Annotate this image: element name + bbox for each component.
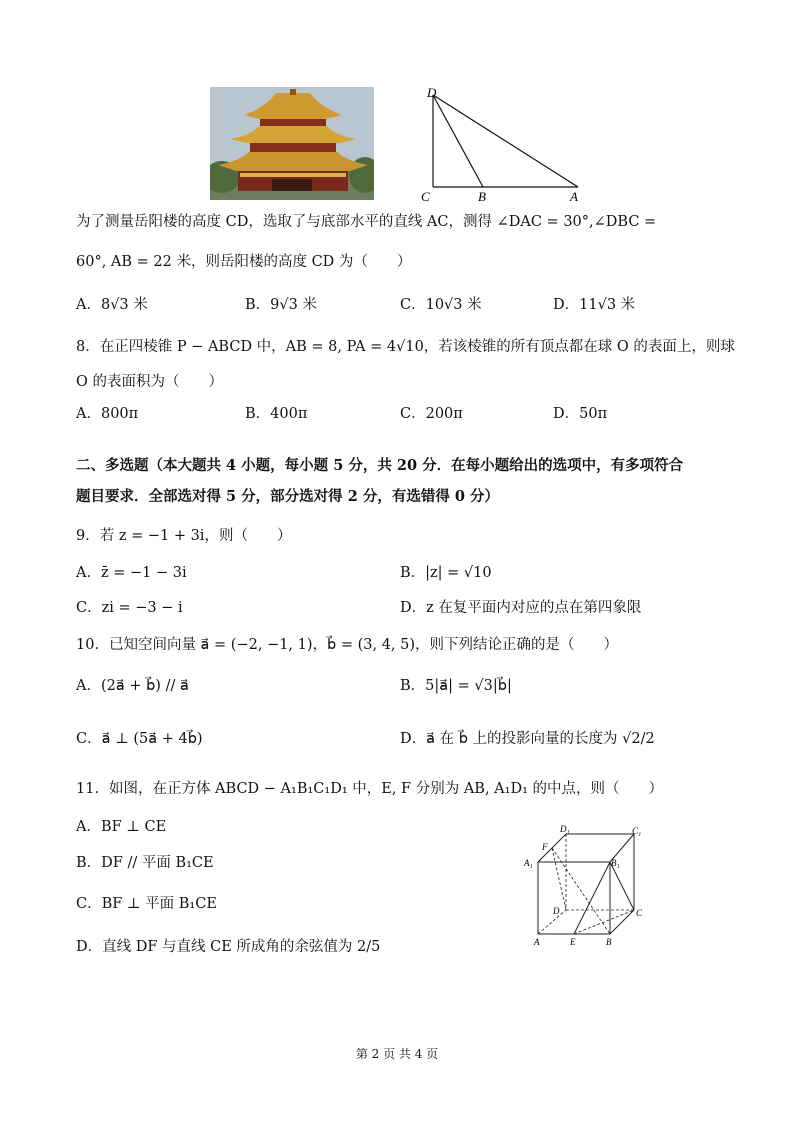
q10-option-a: A．(2a⃗ + b⃗) // a⃗ bbox=[76, 678, 189, 694]
q10-option-d: D．a⃗ 在 b⃗ 上的投影向量的长度为 √2/2 bbox=[400, 731, 655, 747]
q7-line2: 60°, AB = 22 米，则岳阳楼的高度 CD 为（ ） bbox=[76, 254, 412, 270]
label-C: C bbox=[421, 189, 430, 204]
q10-option-c: C．a⃗ ⊥ (5a⃗ + 4b⃗) bbox=[76, 731, 203, 747]
yueyang-tower-photo bbox=[210, 87, 374, 200]
q11-option-d: D．直线 DF 与直线 CE 所成角的余弦值为 2/5 bbox=[76, 939, 381, 955]
cube-label-D1: D₁ bbox=[560, 824, 570, 834]
q9-option-d: D．z 在复平面内对应的点在第四象限 bbox=[400, 600, 642, 616]
q8-option-c: C．200π bbox=[400, 406, 463, 422]
q11-option-b: B．DF // 平面 B₁CE bbox=[76, 855, 214, 871]
cube-label-A: A bbox=[534, 937, 540, 947]
cube-label-F: F bbox=[542, 842, 548, 852]
cube-label-A1: A₁ bbox=[524, 858, 533, 868]
cube-label-C: C bbox=[636, 908, 643, 918]
q7-option-c: C．10√3 米 bbox=[400, 297, 482, 313]
q8-option-b: B．400π bbox=[245, 406, 308, 422]
q8-line1: 8．在正四棱锥 P − ABCD 中，AB = 8, PA = 4√10，若该棱锥的所有顶点都在球 O 的表面上，则球 bbox=[76, 339, 735, 355]
q11-option-c: C．BF ⊥ 平面 B₁CE bbox=[76, 896, 217, 912]
q7-option-d: D．11√3 米 bbox=[553, 297, 636, 313]
cube-label-B1: B₁ bbox=[611, 858, 620, 868]
cube-figure bbox=[522, 822, 652, 950]
q8-option-a: A．800π bbox=[76, 406, 139, 422]
q9-stem: 9．若 z = −1 + 3i，则（ ） bbox=[76, 528, 292, 544]
q7-option-b: B．9√3 米 bbox=[245, 297, 317, 313]
q9-option-c: C．zi = −3 − i bbox=[76, 600, 183, 616]
triangle-figure bbox=[420, 85, 590, 205]
section2-heading-line1: 二、多选题（本大题共 4 小题，每小题 5 分，共 20 分．在每小题给出的选项中，有多项符合 bbox=[76, 457, 684, 474]
q9-option-a: A．z̄ = −1 − 3i bbox=[76, 565, 187, 581]
q11-stem: 11．如图，在正方体 ABCD − A₁B₁C₁D₁ 中，E, F 分别为 AB, A₁D₁ 的中点，则（ ） bbox=[76, 781, 664, 797]
label-A: A bbox=[570, 189, 578, 204]
section2-heading-line2: 题目要求．全部选对得 5 分，部分选对得 2 分，有选错得 0 分） bbox=[76, 488, 500, 505]
q8-option-d: D．50π bbox=[553, 406, 608, 422]
label-B: B bbox=[478, 189, 486, 204]
q10-option-b: B．5|a⃗| = √3|b⃗| bbox=[400, 678, 512, 694]
cube-label-E: E bbox=[570, 937, 576, 947]
cube-label-D: D bbox=[553, 906, 560, 916]
q9-option-b: B．|z| = √10 bbox=[400, 565, 492, 581]
q11-option-a: A．BF ⊥ CE bbox=[76, 819, 167, 835]
cube-label-B: B bbox=[606, 937, 612, 947]
q10-stem: 10．已知空间向量 a⃗ = (−2, −1, 1)，b⃗ = (3, 4, 5)，则下列结论正确的是（ ） bbox=[76, 637, 619, 653]
label-D: D bbox=[427, 85, 437, 100]
cube-label-C1: C₁ bbox=[632, 826, 642, 836]
page-footer: 第 2 页 共 4 页 bbox=[355, 1047, 439, 1061]
q7-line1: 为了测量岳阳楼的高度 CD，选取了与底部水平的直线 AC，测得 ∠DAC = 30°,∠DBC = bbox=[76, 214, 657, 230]
q8-line2: O 的表面积为（ ） bbox=[76, 374, 223, 390]
q7-option-a: A．8√3 米 bbox=[76, 297, 148, 313]
